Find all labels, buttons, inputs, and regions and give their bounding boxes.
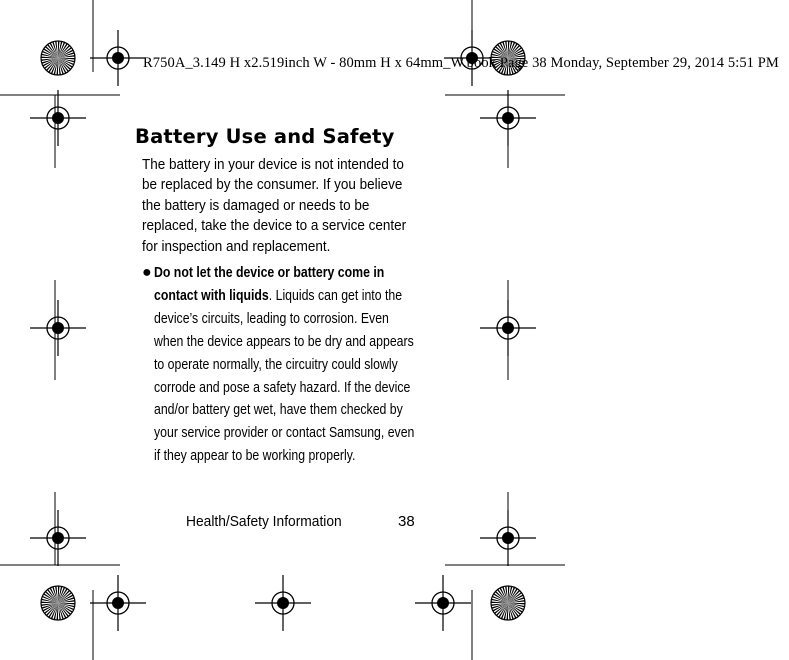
footer-section-label: Health/Safety Information [186, 513, 342, 530]
page-number: 38 [398, 513, 415, 530]
bullet-line: and/or battery get wet, have them checked by [154, 402, 403, 419]
intro-line: for inspection and replacement. [142, 237, 331, 255]
bullet-text-tail: . Liquids can get into the [268, 287, 403, 304]
print-slug-line: R750A_3.149 H x2.519inch W - 80mm H x 64mm_W.book Page 38 Monday, September 29, 2014 5:51 PM [143, 55, 779, 71]
bullet-line: device’s circuits, leading to corrosion. Even [154, 310, 389, 327]
bullet-line: if they appear to be working properly. [154, 448, 356, 465]
bullet-line: when the device appears to be dry and appears [154, 333, 414, 350]
registration-mark-icon [30, 300, 86, 356]
registration-mark-icon [480, 90, 536, 146]
star-target-icon [41, 586, 75, 620]
registration-mark-icon [30, 90, 86, 146]
intro-line: the battery is damaged or needs to be [142, 196, 370, 214]
bullet-dot-icon: ● [142, 264, 152, 281]
bullet-line: corrode and pose a safety hazard. If the device [154, 379, 411, 396]
bullet-bold-text: contact with liquids [154, 287, 269, 304]
star-target-icon [491, 586, 525, 620]
registration-mark-icon [415, 575, 471, 631]
star-target-icon [41, 41, 75, 75]
bullet-line: to operate normally, the circuitry could slowly [154, 356, 398, 373]
intro-line: replaced, take the device to a service center [142, 217, 407, 235]
registration-mark-icon [90, 30, 146, 86]
registration-mark-icon [90, 575, 146, 631]
registration-mark-icon [480, 510, 536, 566]
bullet-item [154, 262, 415, 468]
registration-mark-icon [255, 575, 311, 631]
bullet-line: your service provider or contact Samsung, even [154, 425, 415, 442]
intro-line: The battery in your device is not intended to [142, 156, 404, 173]
intro-paragraph [142, 155, 407, 257]
section-heading: Battery Use and Safety [135, 125, 395, 148]
registration-mark-icon [480, 300, 536, 356]
registration-mark-icon [30, 510, 86, 566]
intro-line: be replaced by the consumer. If you believe [142, 176, 403, 194]
bullet-bold-text: Do not let the device or battery come in [154, 265, 385, 281]
